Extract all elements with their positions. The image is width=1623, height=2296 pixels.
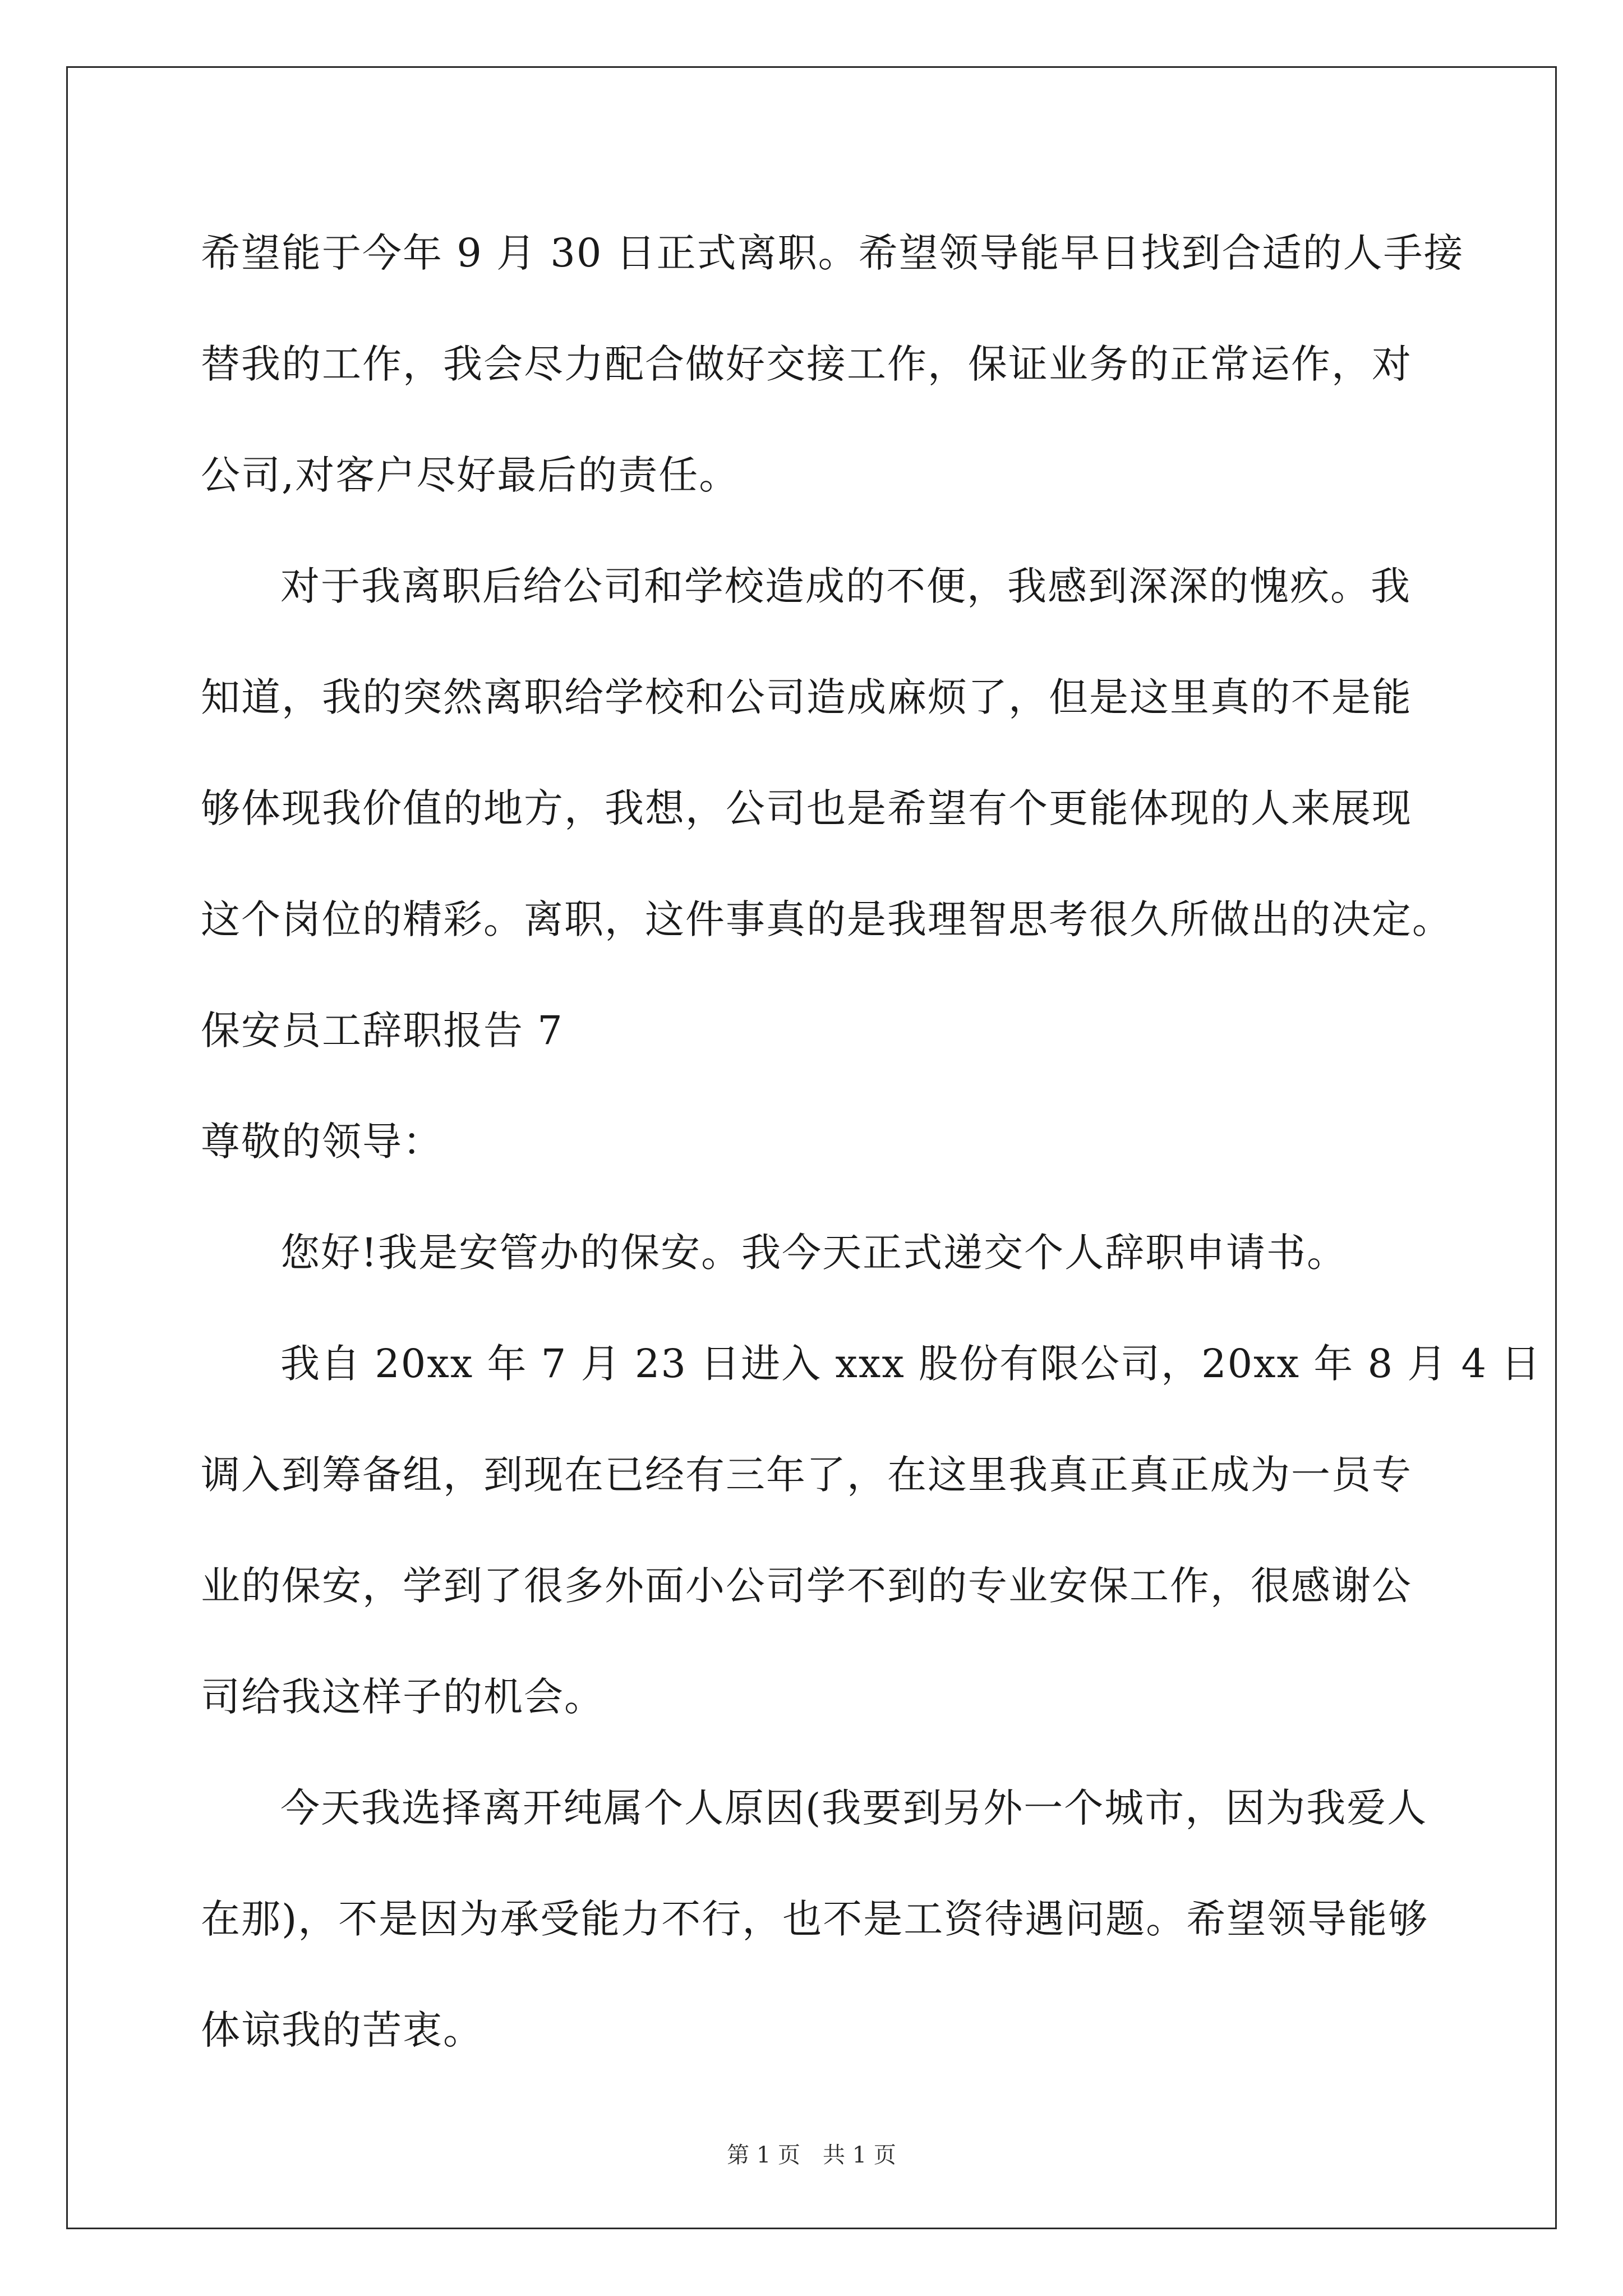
- paragraph-line: 司给我这样子的机会。: [201, 1674, 605, 1720]
- paragraph-line: 调入到筹备组，到现在已经有三年了，在这里我真正真正成为一员专: [201, 1452, 1412, 1498]
- paragraph-line: 公司,对客户尽好最后的责任。: [201, 452, 740, 498]
- paragraph-line: 我自 20xx 年 7 月 23 日进入 xxx 股份有限公司，20xx 年 8 月 4 日: [280, 1341, 1542, 1387]
- paragraph-line: 替我的工作，我会尽力配合做好交接工作，保证业务的正常运作，对: [201, 341, 1412, 387]
- section-title: 保安员工辞职报告 7: [201, 1007, 564, 1053]
- paragraph-line: 知道，我的突然离职给学校和公司造成麻烦了，但是这里真的不是能: [201, 674, 1412, 720]
- paragraph-line: 够体现我价值的地方，我想，公司也是希望有个更能体现的人来展现: [201, 785, 1412, 831]
- document-body: [201, 197, 1542, 2086]
- paragraph-line: 这个岗位的精彩。离职，这件事真的是我理智思考很久所做出的决定。: [201, 896, 1453, 942]
- paragraph-line: 对于我离职后给公司和学校造成的不便，我感到深深的愧疚。我: [280, 563, 1411, 609]
- paragraph-line: 体谅我的苦衷。: [201, 2007, 483, 2053]
- paragraph-line: 今天我选择离开纯属个人原因(我要到另外一个城市，因为我爱人: [280, 1785, 1428, 1831]
- paragraph-line: 在那)，不是因为承受能力不行，也不是工资待遇问题。希望领导能够: [201, 1896, 1429, 1942]
- page-number-footer: 第 1 页 共 1 页: [727, 2142, 896, 2168]
- paragraph-line: 您好!我是安管办的保安。我今天正式递交个人辞职申请书。: [280, 1230, 1348, 1276]
- salutation: 尊敬的领导：: [201, 1119, 443, 1165]
- paragraph-line: 业的保安，学到了很多外面小公司学不到的专业安保工作，很感谢公: [201, 1563, 1412, 1609]
- paragraph-line: 希望能于今年 9 月 30 日正式离职。希望领导能早日找到合适的人手接: [201, 230, 1464, 276]
